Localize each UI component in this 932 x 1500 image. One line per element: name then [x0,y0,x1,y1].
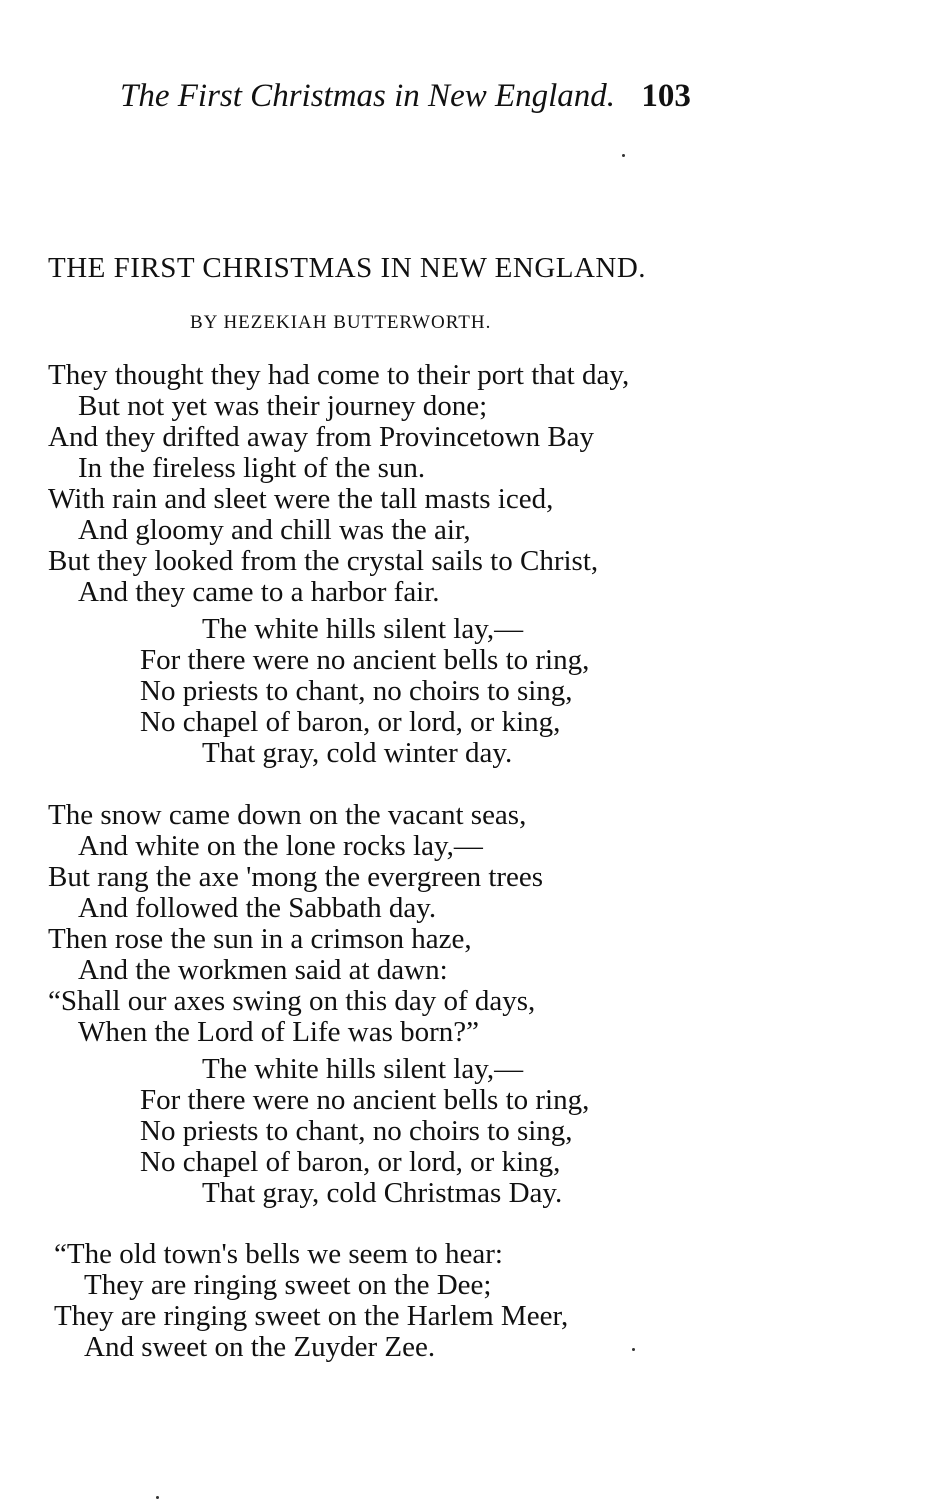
verse-line: With rain and sleet were the tall masts iced, [48,483,554,515]
print-speck [622,154,625,157]
verse-line: They are ringing sweet on the Harlem Meer, [54,1300,569,1332]
refrain-line: That gray, cold winter day. [202,737,513,769]
refrain-line: No chapel of baron, or lord, or king, [140,706,561,738]
refrain-line: That gray, cold Christmas Day. [202,1177,563,1209]
refrain-line: The white hills silent lay,— [202,1053,524,1085]
print-speck [632,1348,635,1351]
verse-line: And they drifted away from Provincetown Bay [48,421,595,453]
page-number: 103 [641,78,691,114]
verse-line: “Shall our axes swing on this day of days, [48,985,536,1017]
verse-line: But they looked from the crystal sails to Christ, [48,545,599,577]
verse-line: And the workmen said at dawn: [78,954,448,986]
verse-line: And gloomy and chill was the air, [78,514,471,546]
refrain-line: For there were no ancient bells to ring, [140,1084,590,1116]
verse-line: Then rose the sun in a crimson haze, [48,923,472,955]
verse-line: And white on the lone rocks lay,— [78,830,483,862]
verse-line: “The old town's bells we seem to hear: [54,1238,503,1270]
refrain-line: No priests to chant, no choirs to sing, [140,1115,573,1147]
verse-line: But not yet was their journey done; [78,390,488,422]
running-header [120,78,810,115]
verse-line: And they came to a harbor fair. [78,576,440,608]
verse-line: And sweet on the Zuyder Zee. [84,1331,436,1363]
verse-line: The snow came down on the vacant seas, [48,799,527,831]
verse-line: In the fireless light of the sun. [78,452,426,484]
verse-line: They thought they had come to their port that day, [48,359,630,391]
running-title: The First Christmas in New England. [120,78,616,114]
refrain-line: No priests to chant, no choirs to sing, [140,675,573,707]
refrain-line: The white hills silent lay,— [202,613,524,645]
refrain-line: No chapel of baron, or lord, or king, [140,1146,561,1178]
verse-line: But rang the axe 'mong the evergreen trees [48,861,544,893]
verse-line: When the Lord of Life was born?” [78,1016,480,1048]
poem-byline: BY HEZEKIAH BUTTERWORTH. [190,312,492,333]
poem-title: THE FIRST CHRISTMAS IN NEW ENGLAND. [48,252,647,284]
verse-line: They are ringing sweet on the Dee; [84,1269,492,1301]
refrain-line: For there were no ancient bells to ring, [140,644,590,676]
verse-line: And followed the Sabbath day. [78,892,437,924]
print-speck [156,1496,159,1499]
